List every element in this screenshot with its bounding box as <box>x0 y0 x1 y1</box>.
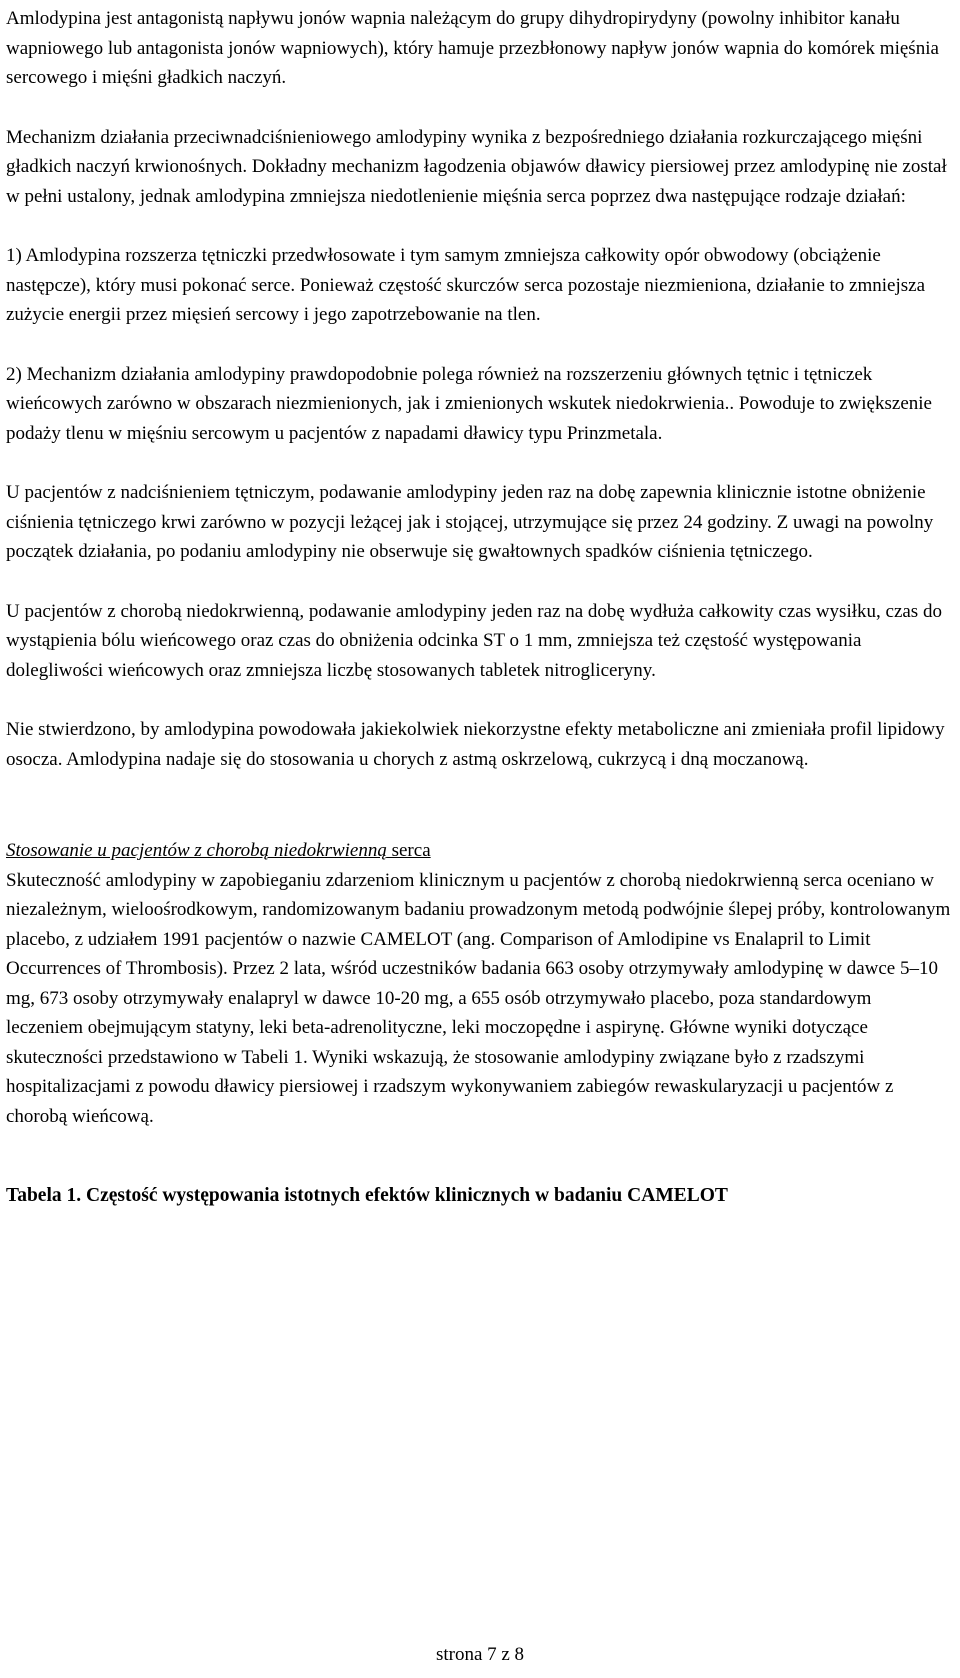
paragraph-camelot-study: Skuteczność amlodypiny w zapobieganiu zdarzeniom klinicznym u pacjentów z chorobą niedokrwienną serca oceniano w niezależnym, wieloośrodkowym, randomizowanym badaniu prowadzonym metodą podwójnie ślepej próby, kontrolowanym placebo, z udziałem 1991 pacjentów o nazwie CAMELOT (ang. Comparison of Amlodipine vs Enalapril to Limit Occurrences of Thrombosis). Przez 2 lata, wśród uczestników badania 663 osoby otrzymywały amlodypinę w dawce 5–10 mg, 673 osoby otrzymywały enalapryl w dawce 10-20 mg, a 655 osób otrzymywało placebo, poza standardowym leczeniem obejmującym statyny, leki beta-adrenolityczne, leki moczopędne i aspirynę. Główne wyniki dotyczące skuteczności przedstawiono w Tabeli 1. Wyniki wskazują, że stosowanie amlodypiny związane było z rzadszymi hospitalizacjami z powodu dławicy piersiowej i rzadszym wykonywaniem zabiegów rewaskularyzacji u pacjentów z chorobą wieńcową. <box>6 869 951 1127</box>
paragraph-mechanism-intro: Amlodypina jest antagonistą napływu jonów wapnia należącym do grupy dihydropirydyny (powolny inhibitor kanału wapniowego lub antagonista jonów wapniowych), który hamuje przezbłonowy napływ jonów wapnia do komórek mięśnia sercowego i mięśni gładkich naczyń. <box>6 8 939 88</box>
paragraph-point-1: 1) Amlodypina rozszerza tętniczki przedwłosowate i tym samym zmniejsza całkowity opór obwodowy (obciążenie następcze), który musi pokonać serce. Ponieważ częstość skurczów serca pozostaje niezmieniona, działanie to zmniejsza zużycie energii przez mięsień sercowy i jego zapotrzebowanie na tlen. <box>6 245 926 325</box>
section-heading <box>6 836 951 866</box>
section-heading-italic: Stosowanie u pacjentów z chorobą niedokrwienną <box>6 840 387 861</box>
document-page <box>6 4 951 1210</box>
paragraph-antihypertensive-mechanism: Mechanizm działania przeciwnadciśnieniowego amlodypiny wynika z bezpośredniego działania rozkurczającego mięśni gładkich naczyń krwionośnych. Dokładny mechanizm łagodzenia objawów dławicy piersiowej przez amlodypinę nie został w pełni ustalony, jednak amlodypina zmniejsza niedotlenienie mięśnia serca poprzez dwa następujące rodzaje działań: <box>6 126 947 207</box>
paragraph-ischemic-disease: U pacjentów z chorobą niedokrwienną, podawanie amlodypiny jeden raz na dobę wydłuża całkowity czas wysiłku, czas do wystąpienia bólu wieńcowego oraz czas do obniżenia odcinka ST o 1 mm, zmniejsza też częstość występowania dolegliwości wieńcowych oraz zmniejsza liczbę stosowanych tabletek nitrogliceryny. <box>6 600 942 681</box>
table-title: Tabela 1. Częstość występowania istotnych efektów klinicznych w badaniu CAMELOT <box>6 1185 728 1206</box>
paragraph-metabolic: Nie stwierdzono, by amlodypina powodowała jakiekolwiek niekorzystne efekty metaboliczne ani zmieniała profil lipidowy osocza. Amlodypina nadaje się do stosowania u chorych z astmą oskrzelową, cukrzycą i dną moczanową. <box>6 719 945 770</box>
page-number-footer: strona 7 z 8 <box>435 1644 525 1665</box>
paragraph-hypertension: U pacjentów z nadciśnieniem tętniczym, podawanie amlodypiny jeden raz na dobę zapewnia klinicznie istotne obniżenie ciśnienia tętniczego krwi zarówno w pozycji leżącej jak i stojącej, utrzymujące się przez 24 godziny. Z uwagi na powolny początek działania, po podaniu amlodypiny nie obserwuje się gwałtownych spadków ciśnienia tętniczego. <box>6 482 934 562</box>
section-heading-plain: serca <box>386 840 431 861</box>
paragraph-point-2: 2) Mechanizm działania amlodypiny prawdopodobnie polega również na rozszerzeniu głównych tętnic i tętniczek wieńcowych zarówno w obszarach niezmienionych, jak i zmienionych wskutek niedokrwienia.. Powoduje to zwiększenie podaży tlenu w mięśniu sercowym u pacjentów z napadami dławicy typu Prinzmetala. <box>6 363 932 444</box>
